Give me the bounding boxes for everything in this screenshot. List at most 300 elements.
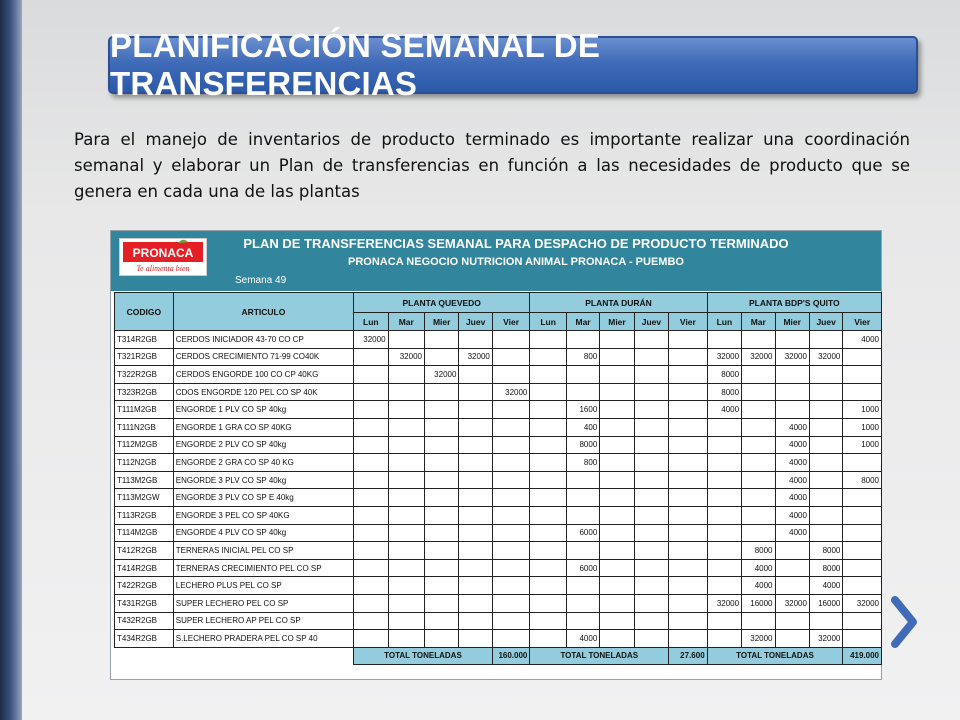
total-value-duran: 27.600 xyxy=(669,647,708,665)
cell-articulo: S.LECHERO PRADERA PEL CO SP 40 xyxy=(173,630,353,648)
cell-quevedo-mar xyxy=(388,612,424,630)
cell-quevedo-vier xyxy=(492,331,530,349)
cell-quevedo-vier xyxy=(492,542,530,560)
cell-duran-juev xyxy=(634,331,668,349)
cell-quevedo-mier xyxy=(424,542,458,560)
cell-quevedo-mar xyxy=(388,418,424,436)
cell-quito-lun: 32000 xyxy=(707,594,741,612)
cell-codigo: T434R2GB xyxy=(115,630,174,648)
cell-duran-vier xyxy=(669,418,708,436)
day-header-quevedo-vier: Vier xyxy=(492,313,530,331)
cell-quevedo-juev xyxy=(459,383,492,401)
cell-duran-juev xyxy=(634,542,668,560)
cell-articulo: ENGORDE 3 PLV CO SP E 40kg xyxy=(173,489,353,507)
cell-duran-mier xyxy=(600,366,634,384)
cell-quevedo-lun xyxy=(354,366,388,384)
cell-quito-mier xyxy=(775,612,809,630)
cell-articulo: TERNERAS CRECIMIENTO PEL CO SP xyxy=(173,559,353,577)
cell-quevedo-juev xyxy=(459,559,492,577)
cell-duran-mar: 400 xyxy=(566,418,599,436)
cell-quito-mar: 8000 xyxy=(742,542,775,560)
cell-duran-lun xyxy=(530,506,566,524)
cell-codigo: T322R2GB xyxy=(115,366,174,384)
cell-quevedo-vier xyxy=(492,366,530,384)
cell-quito-juev xyxy=(809,383,842,401)
cell-quito-mier xyxy=(775,331,809,349)
cell-duran-lun xyxy=(530,630,566,648)
cell-duran-mar xyxy=(566,489,599,507)
cell-duran-mar xyxy=(566,383,599,401)
cell-articulo: ENGORDE 1 PLV CO SP 40kg xyxy=(173,401,353,419)
cell-quito-juev: 32000 xyxy=(809,630,842,648)
cell-quevedo-vier xyxy=(492,612,530,630)
cell-quito-lun xyxy=(707,331,741,349)
cell-quito-mar xyxy=(742,366,775,384)
cell-quevedo-lun xyxy=(354,401,388,419)
cell-duran-juev xyxy=(634,612,668,630)
cell-duran-mier xyxy=(600,418,634,436)
cell-quevedo-juev xyxy=(459,542,492,560)
cell-duran-juev xyxy=(634,366,668,384)
table-row xyxy=(115,418,882,436)
cell-quevedo-mar xyxy=(388,401,424,419)
cell-quevedo-mier xyxy=(424,506,458,524)
cell-duran-mier xyxy=(600,471,634,489)
cell-duran-mar: 6000 xyxy=(566,524,599,542)
cell-quevedo-mar xyxy=(388,471,424,489)
cell-quito-lun xyxy=(707,542,741,560)
cell-duran-mier xyxy=(600,383,634,401)
cell-duran-mier xyxy=(600,401,634,419)
day-header-quito-mar: Mar xyxy=(742,313,775,331)
cell-quevedo-vier xyxy=(492,630,530,648)
cell-quito-vier xyxy=(843,506,882,524)
cell-codigo: T113M2GB xyxy=(115,471,174,489)
cell-duran-mier xyxy=(600,612,634,630)
cell-duran-vier xyxy=(669,401,708,419)
cell-duran-lun xyxy=(530,331,566,349)
cell-codigo: T414R2GB xyxy=(115,559,174,577)
table-row xyxy=(115,489,882,507)
cell-articulo: SUPER LECHERO PEL CO SP xyxy=(173,594,353,612)
cell-duran-mier xyxy=(600,506,634,524)
total-label-duran: TOTAL TONELADAS xyxy=(530,647,669,665)
cell-quito-vier: 1000 xyxy=(843,436,882,454)
table-row xyxy=(115,366,882,384)
cell-quevedo-lun xyxy=(354,436,388,454)
cell-quevedo-vier xyxy=(492,401,530,419)
cell-codigo: T113M2GW xyxy=(115,489,174,507)
cell-quito-juev xyxy=(809,471,842,489)
cell-quito-vier: 1000 xyxy=(843,401,882,419)
cell-quito-juev: 32000 xyxy=(809,348,842,366)
cell-quevedo-vier xyxy=(492,524,530,542)
cell-quevedo-vier xyxy=(492,506,530,524)
cell-articulo: CDOS ENGORDE 120 PEL CO SP 40K xyxy=(173,383,353,401)
cell-codigo: T111M2GB xyxy=(115,401,174,419)
cell-quito-mier: 4000 xyxy=(775,506,809,524)
cell-quito-mar: 16000 xyxy=(742,594,775,612)
cell-duran-mier xyxy=(600,577,634,595)
cell-quito-vier xyxy=(843,383,882,401)
cell-quito-mier: 4000 xyxy=(775,471,809,489)
day-header-duran-juev: Juev xyxy=(634,313,668,331)
cell-duran-mar: 1600 xyxy=(566,401,599,419)
cell-articulo: ENGORDE 2 PLV CO SP 40kg xyxy=(173,436,353,454)
table-row xyxy=(115,383,882,401)
cell-quito-mier xyxy=(775,366,809,384)
cell-quito-juev xyxy=(809,454,842,472)
cell-quito-mar xyxy=(742,383,775,401)
plant-header-quito: PLANTA BDP'S QUITO xyxy=(707,293,881,313)
cell-quito-mar xyxy=(742,401,775,419)
cell-articulo: ENGORDE 1 GRA CO SP 40KG xyxy=(173,418,353,436)
cell-duran-mar: 800 xyxy=(566,454,599,472)
cell-quito-mier xyxy=(775,383,809,401)
cell-duran-vier xyxy=(669,612,708,630)
cell-quito-lun: 8000 xyxy=(707,366,741,384)
cell-quito-juev xyxy=(809,489,842,507)
cell-articulo: CERDOS CRECIMIENTO 71-99 CO40K xyxy=(173,348,353,366)
cell-quito-lun: 4000 xyxy=(707,401,741,419)
table-row xyxy=(115,524,882,542)
cell-quevedo-lun xyxy=(354,383,388,401)
cell-duran-juev xyxy=(634,454,668,472)
totals-spacer xyxy=(115,647,354,665)
cell-quevedo-lun: 32000 xyxy=(354,331,388,349)
cell-quito-juev: 4000 xyxy=(809,577,842,595)
cell-quevedo-juev xyxy=(459,489,492,507)
cell-quevedo-juev xyxy=(459,418,492,436)
day-header-quito-juev: Juev xyxy=(809,313,842,331)
cell-duran-mar xyxy=(566,542,599,560)
cell-quevedo-mar xyxy=(388,630,424,648)
cell-quito-juev xyxy=(809,401,842,419)
cell-quito-juev xyxy=(809,436,842,454)
svg-text:Te alimenta bien: Te alimenta bien xyxy=(136,264,190,273)
cell-quito-lun xyxy=(707,418,741,436)
cell-articulo: SUPER LECHERO AP PEL CO SP xyxy=(173,612,353,630)
cell-quito-mar: 4000 xyxy=(742,559,775,577)
cell-quevedo-mar xyxy=(388,366,424,384)
cell-quito-lun: 8000 xyxy=(707,383,741,401)
cell-quito-mar xyxy=(742,612,775,630)
cell-duran-lun xyxy=(530,383,566,401)
cell-duran-juev xyxy=(634,630,668,648)
cell-duran-mier xyxy=(600,348,634,366)
cell-quevedo-mar xyxy=(388,506,424,524)
cell-quevedo-mar xyxy=(388,331,424,349)
cell-codigo: T412R2GB xyxy=(115,542,174,560)
cell-duran-mar xyxy=(566,366,599,384)
cell-quevedo-juev xyxy=(459,630,492,648)
cell-duran-vier xyxy=(669,436,708,454)
cell-quito-juev xyxy=(809,331,842,349)
cell-quito-juev: 8000 xyxy=(809,559,842,577)
cell-quito-lun xyxy=(707,454,741,472)
cell-quevedo-mar xyxy=(388,489,424,507)
cell-quevedo-vier: 32000 xyxy=(492,383,530,401)
sheet-header xyxy=(111,231,881,291)
cell-duran-vier xyxy=(669,577,708,595)
cell-articulo: ENGORDE 2 GRA CO SP 40 KG xyxy=(173,454,353,472)
cell-articulo: TERNERAS INICIAL PEL CO SP xyxy=(173,542,353,560)
total-label-quevedo: TOTAL TONELADAS xyxy=(354,647,493,665)
cell-quevedo-juev xyxy=(459,506,492,524)
cell-quevedo-mier xyxy=(424,418,458,436)
cell-duran-lun xyxy=(530,559,566,577)
table-row xyxy=(115,348,882,366)
cell-duran-mier xyxy=(600,436,634,454)
cell-quito-juev xyxy=(809,524,842,542)
cell-quevedo-mier xyxy=(424,331,458,349)
cell-quito-mar xyxy=(742,489,775,507)
cell-quevedo-vier xyxy=(492,418,530,436)
cell-duran-lun xyxy=(530,524,566,542)
cell-duran-lun xyxy=(530,454,566,472)
cell-quevedo-lun xyxy=(354,471,388,489)
cell-duran-juev xyxy=(634,436,668,454)
cell-duran-juev xyxy=(634,418,668,436)
day-header-quevedo-juev: Juev xyxy=(459,313,492,331)
cell-quevedo-vier xyxy=(492,559,530,577)
cell-duran-juev xyxy=(634,594,668,612)
cell-quevedo-juev xyxy=(459,594,492,612)
day-header-quito-vier: Vier xyxy=(843,313,882,331)
cell-duran-mier xyxy=(600,542,634,560)
col-header-codigo: CODIGO xyxy=(115,293,174,331)
cell-duran-vier xyxy=(669,348,708,366)
day-header-duran-lun: Lun xyxy=(530,313,566,331)
cell-quevedo-lun xyxy=(354,612,388,630)
cell-duran-juev xyxy=(634,489,668,507)
cell-codigo: T111N2GB xyxy=(115,418,174,436)
cell-quito-mar xyxy=(742,331,775,349)
cell-quevedo-lun xyxy=(354,577,388,595)
cell-quevedo-vier xyxy=(492,489,530,507)
cell-duran-mar xyxy=(566,577,599,595)
cell-quevedo-lun xyxy=(354,506,388,524)
cell-quito-mier xyxy=(775,577,809,595)
table-body xyxy=(115,331,882,648)
cell-quevedo-mier xyxy=(424,436,458,454)
cell-codigo: T431R2GB xyxy=(115,594,174,612)
cell-duran-lun xyxy=(530,542,566,560)
cell-quevedo-mier xyxy=(424,489,458,507)
day-header-quevedo-mier: Mier xyxy=(424,313,458,331)
cell-quevedo-mar xyxy=(388,542,424,560)
total-value-quevedo: 160.000 xyxy=(492,647,530,665)
cell-quito-vier xyxy=(843,630,882,648)
total-value-quito: 419.000 xyxy=(843,647,882,665)
cell-quevedo-mier: 32000 xyxy=(424,366,458,384)
table-row xyxy=(115,594,882,612)
plant-header-duran: PLANTA DURÁN xyxy=(530,293,707,313)
cell-quevedo-juev xyxy=(459,471,492,489)
cell-quevedo-juev xyxy=(459,436,492,454)
table-row xyxy=(115,471,882,489)
cell-quito-mier xyxy=(775,542,809,560)
cell-duran-lun xyxy=(530,471,566,489)
cell-duran-vier xyxy=(669,489,708,507)
cell-quito-vier xyxy=(843,612,882,630)
svg-text:PRONACA: PRONACA xyxy=(132,246,194,260)
cell-quito-lun xyxy=(707,559,741,577)
cell-duran-mar xyxy=(566,331,599,349)
cell-quito-lun xyxy=(707,506,741,524)
transfer-plan-sheet xyxy=(110,230,882,680)
cell-duran-mar: 4000 xyxy=(566,630,599,648)
cell-duran-mier xyxy=(600,594,634,612)
cell-quito-lun xyxy=(707,577,741,595)
cell-quevedo-mar xyxy=(388,524,424,542)
total-label-quito: TOTAL TONELADAS xyxy=(707,647,843,665)
cell-quevedo-mar xyxy=(388,436,424,454)
cell-quevedo-vier xyxy=(492,436,530,454)
cell-codigo: T321R2GB xyxy=(115,348,174,366)
cell-quevedo-mier xyxy=(424,383,458,401)
cell-duran-mar xyxy=(566,594,599,612)
cell-quito-mier xyxy=(775,401,809,419)
cell-quito-mar xyxy=(742,454,775,472)
cell-quito-vier xyxy=(843,454,882,472)
cell-articulo: ENGORDE 3 PEL CO SP 40KG xyxy=(173,506,353,524)
cell-quito-vier: 8000 xyxy=(843,471,882,489)
table-row xyxy=(115,612,882,630)
side-accent-bar xyxy=(0,0,22,720)
cell-quito-lun xyxy=(707,471,741,489)
cell-quevedo-mier xyxy=(424,471,458,489)
cell-articulo: CERDOS ENGORDE 100 CO CP 40KG xyxy=(173,366,353,384)
cell-quito-mar: 4000 xyxy=(742,577,775,595)
table-row xyxy=(115,542,882,560)
cell-quito-mar: 32000 xyxy=(742,630,775,648)
cell-quevedo-juev xyxy=(459,612,492,630)
cell-quevedo-lun xyxy=(354,542,388,560)
sheet-title: PLAN DE TRANSFERENCIAS SEMANAL PARA DESPACHO DE PRODUCTO TERMINADO xyxy=(243,236,789,251)
cell-quevedo-juev xyxy=(459,454,492,472)
cell-duran-mier xyxy=(600,524,634,542)
cell-duran-juev xyxy=(634,348,668,366)
cell-quito-lun xyxy=(707,612,741,630)
cell-quito-juev xyxy=(809,506,842,524)
cell-duran-juev xyxy=(634,559,668,577)
cell-duran-mar: 8000 xyxy=(566,436,599,454)
cell-duran-vier xyxy=(669,331,708,349)
cell-codigo: T314R2GB xyxy=(115,331,174,349)
cell-quevedo-mier xyxy=(424,594,458,612)
cell-articulo: LECHERO PLUS PEL CO SP xyxy=(173,577,353,595)
cell-duran-juev xyxy=(634,471,668,489)
col-header-articulo: ARTICULO xyxy=(173,293,353,331)
cell-quito-juev: 16000 xyxy=(809,594,842,612)
cell-duran-juev xyxy=(634,401,668,419)
cell-quevedo-mier xyxy=(424,559,458,577)
cell-duran-vier xyxy=(669,542,708,560)
cell-duran-lun xyxy=(530,594,566,612)
cell-articulo: ENGORDE 4 PLV CO SP 40kg xyxy=(173,524,353,542)
cell-duran-lun xyxy=(530,489,566,507)
cell-quevedo-lun xyxy=(354,454,388,472)
cell-quevedo-vier xyxy=(492,454,530,472)
week-label: Semana 49 xyxy=(235,275,287,286)
cell-quevedo-vier xyxy=(492,348,530,366)
table-row xyxy=(115,630,882,648)
cell-duran-vier xyxy=(669,524,708,542)
cell-quito-vier xyxy=(843,348,882,366)
cell-quito-vier: 32000 xyxy=(843,594,882,612)
cell-quito-vier xyxy=(843,524,882,542)
table-row xyxy=(115,506,882,524)
cell-codigo: T113R2GB xyxy=(115,506,174,524)
table-row xyxy=(115,331,882,349)
cell-quito-vier xyxy=(843,577,882,595)
table-header-plants xyxy=(115,293,882,313)
cell-duran-vier xyxy=(669,559,708,577)
cell-quito-mier xyxy=(775,630,809,648)
cell-duran-juev xyxy=(634,577,668,595)
cell-quevedo-mar xyxy=(388,594,424,612)
cell-quito-lun xyxy=(707,436,741,454)
cell-quito-mar xyxy=(742,524,775,542)
cell-duran-mar xyxy=(566,506,599,524)
page-title: PLANIFICACIÓN SEMANAL DE TRANSFERENCIAS xyxy=(110,27,601,102)
cell-quito-vier xyxy=(843,366,882,384)
chevron-right-icon xyxy=(889,596,919,648)
cell-duran-mar xyxy=(566,471,599,489)
cell-quevedo-mar: 32000 xyxy=(388,348,424,366)
cell-quito-lun xyxy=(707,524,741,542)
cell-quevedo-mar xyxy=(388,454,424,472)
cell-quito-vier xyxy=(843,559,882,577)
table-row xyxy=(115,436,882,454)
cell-duran-mar xyxy=(566,612,599,630)
cell-codigo: T422R2GB xyxy=(115,577,174,595)
cell-duran-vier xyxy=(669,383,708,401)
cell-quevedo-mier xyxy=(424,401,458,419)
cell-quevedo-lun xyxy=(354,489,388,507)
cell-duran-vier xyxy=(669,454,708,472)
cell-quito-mier: 4000 xyxy=(775,454,809,472)
table-row xyxy=(115,454,882,472)
cell-quito-vier: 4000 xyxy=(843,331,882,349)
cell-quevedo-juev xyxy=(459,366,492,384)
cell-quevedo-mier xyxy=(424,348,458,366)
table-row xyxy=(115,401,882,419)
day-header-quevedo-mar: Mar xyxy=(388,313,424,331)
cell-quito-juev xyxy=(809,366,842,384)
table-row xyxy=(115,559,882,577)
day-header-duran-mar: Mar xyxy=(566,313,599,331)
cell-quito-mier: 4000 xyxy=(775,436,809,454)
cell-quevedo-mar xyxy=(388,383,424,401)
next-slide-button[interactable] xyxy=(886,592,922,652)
cell-quito-mier: 4000 xyxy=(775,489,809,507)
cell-duran-mier xyxy=(600,489,634,507)
cell-duran-mar: 6000 xyxy=(566,559,599,577)
cell-quevedo-lun xyxy=(354,594,388,612)
cell-quito-mier: 32000 xyxy=(775,594,809,612)
cell-duran-lun xyxy=(530,366,566,384)
intro-paragraph: Para el manejo de inventarios de producto terminado es importante realizar una coordinación semanal y elaborar un Plan de transferencias en función a las necesidades de producto que se genera en cada una de las plantas xyxy=(74,130,910,201)
cell-quevedo-mier xyxy=(424,454,458,472)
cell-duran-lun xyxy=(530,577,566,595)
cell-duran-mier xyxy=(600,630,634,648)
cell-quevedo-vier xyxy=(492,577,530,595)
cell-quevedo-juev xyxy=(459,577,492,595)
cell-quito-mier: 4000 xyxy=(775,418,809,436)
transfer-table xyxy=(114,292,882,665)
